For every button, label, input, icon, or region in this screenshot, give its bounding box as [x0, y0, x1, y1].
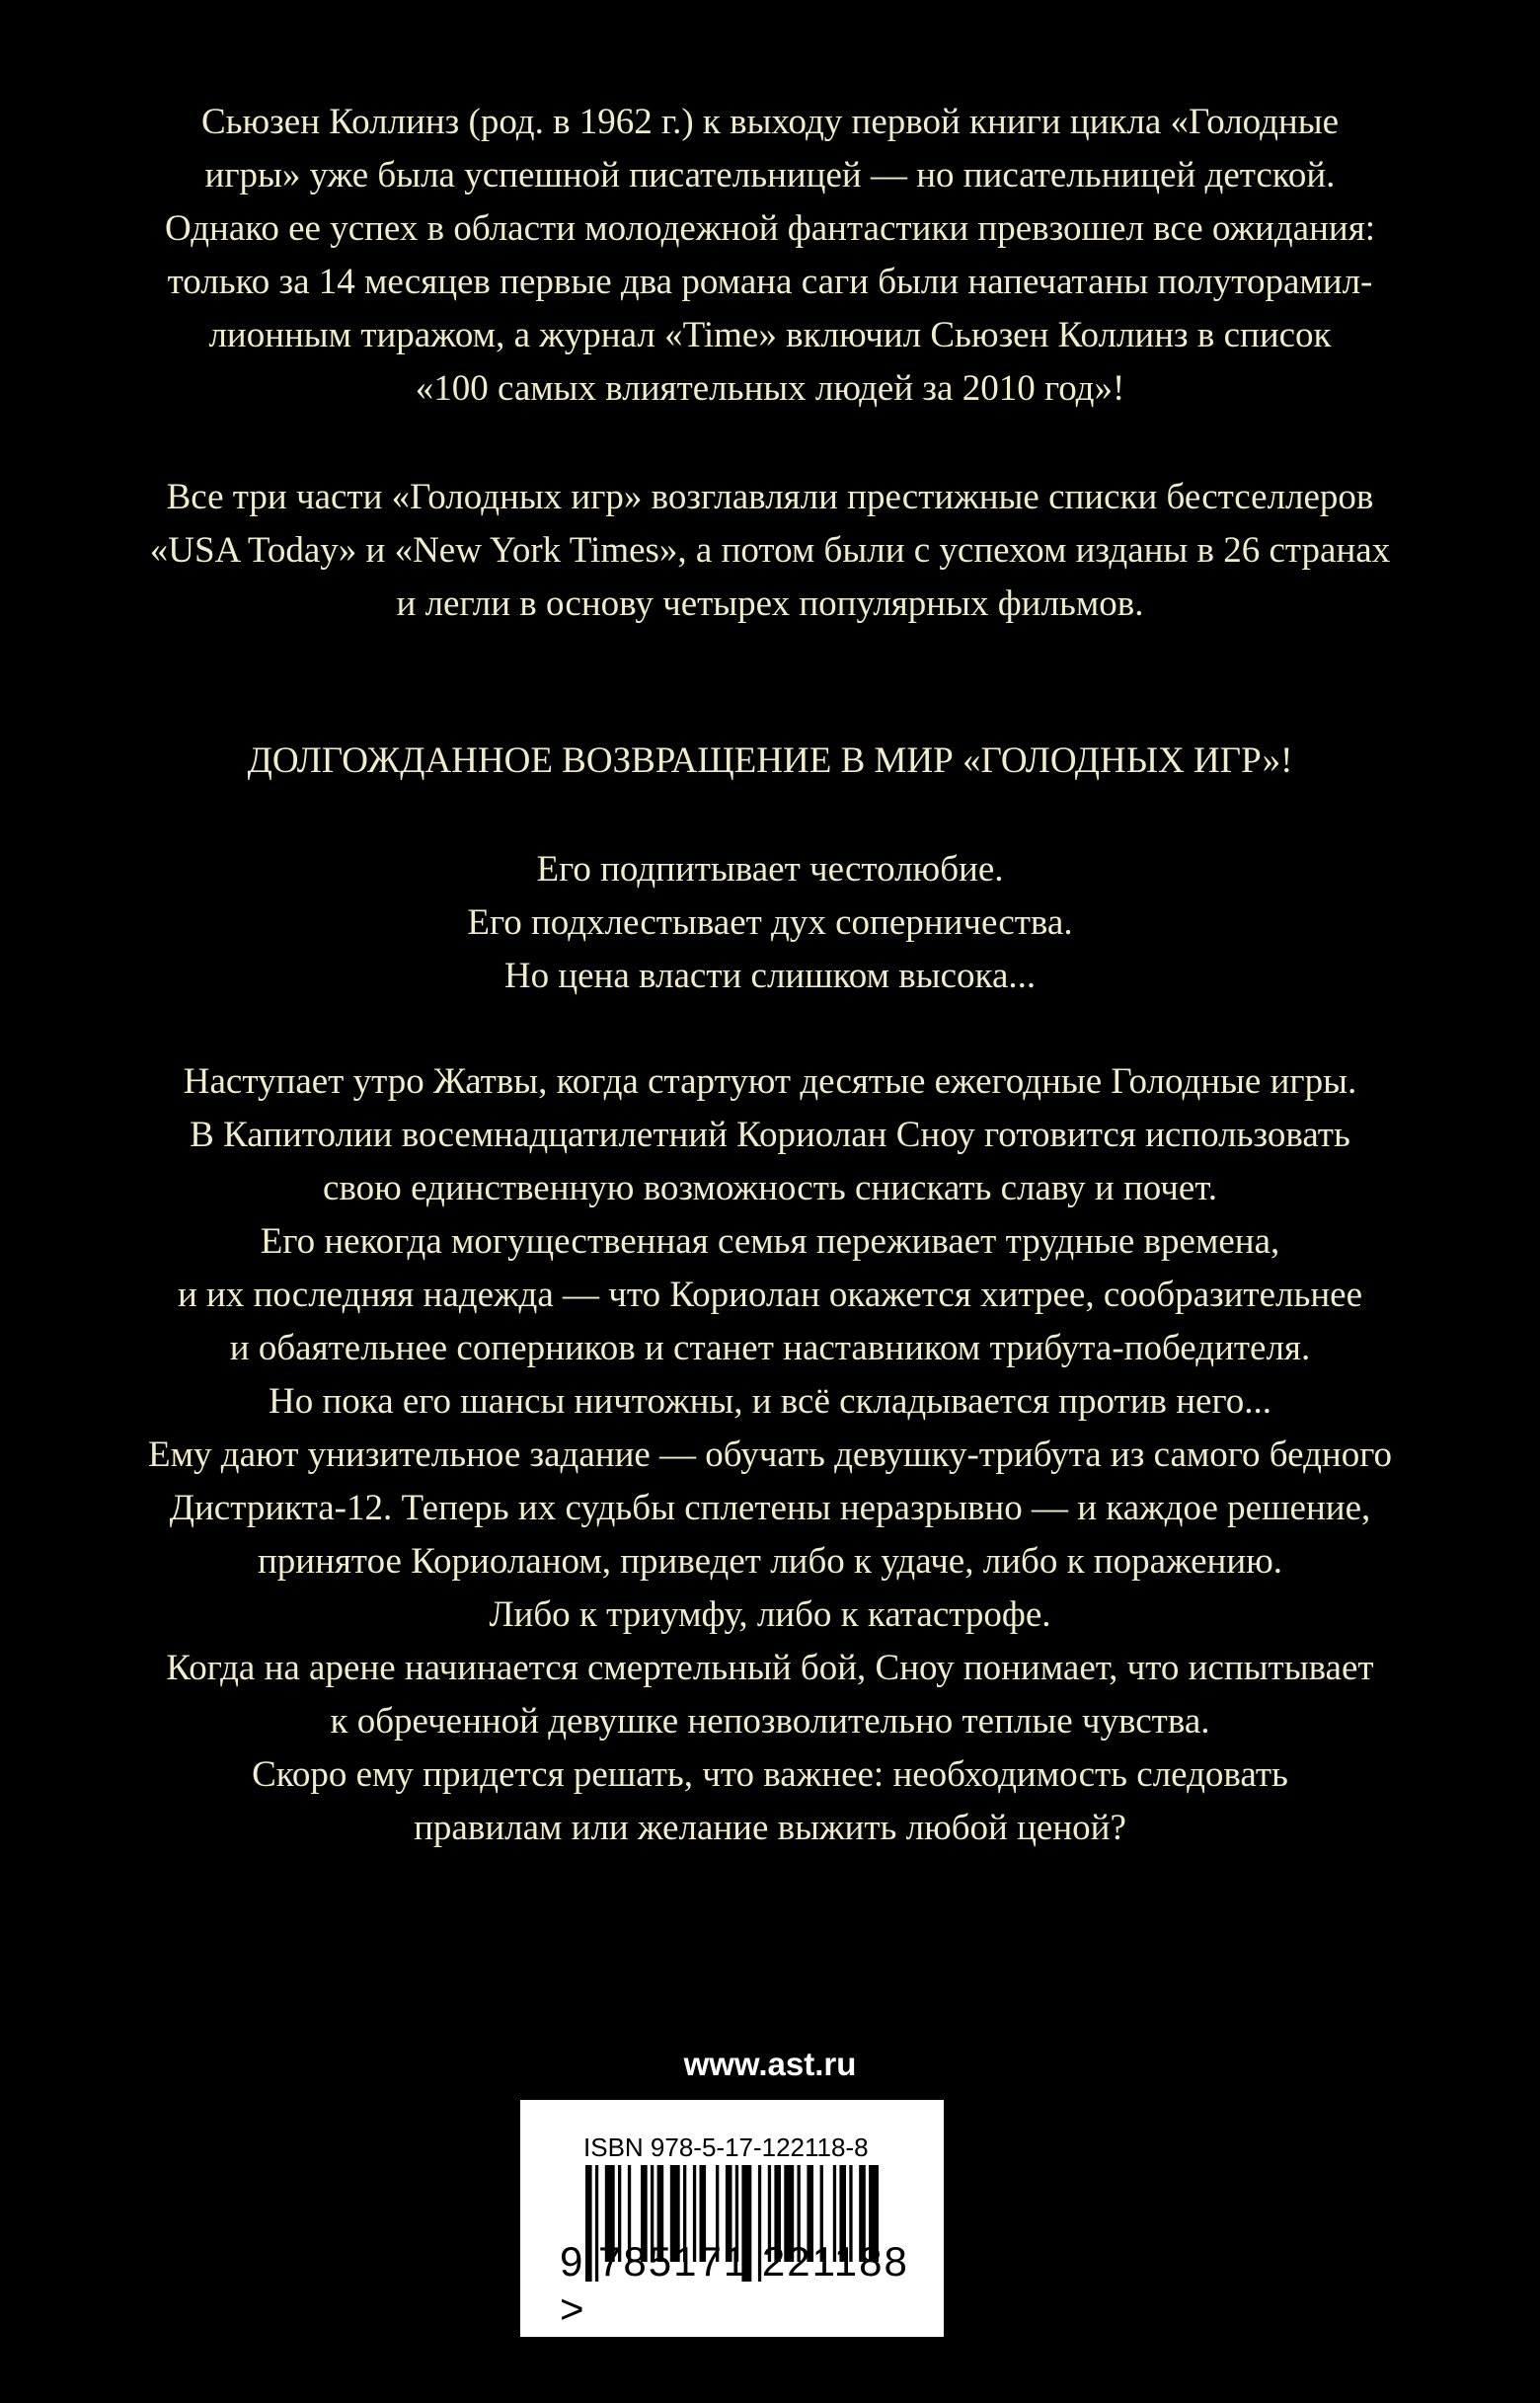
synopsis-line: Но пока его шансы ничтожны, и всё складывается против него... [269, 1381, 1271, 1422]
author-bio [0, 96, 1540, 416]
synopsis-line: Когда на арене начинается смертельный бой, Сноу понимает, что испытывает [166, 1648, 1374, 1688]
headline-text: ДОЛГОЖДАННОЕ ВОЗВРАЩЕНИЕ В МИР «ГОЛОДНЫХ ИГР»! [247, 740, 1293, 781]
intro-line: Однако ее успех в области молодежной фантастики превзошел все ожидания: [164, 208, 1376, 249]
headline [0, 735, 1540, 788]
synopsis [0, 1055, 1540, 1855]
bestsellers-paragraph [0, 471, 1540, 631]
synopsis-line: Либо к триумфу, либо к катастрофе. [489, 1594, 1051, 1635]
synopsis-line: и обаятельнее соперников и станет наставником трибута-победителя. [229, 1328, 1311, 1368]
synopsis-line: Скоро ему придется решать, что важнее: необходимость следовать [252, 1754, 1288, 1795]
isbn-label: ISBN 978-5-17-122118-8 [583, 2132, 869, 2162]
bestsellers-line: и легли в основу четырех популярных фильмов. [396, 583, 1144, 624]
tagline-line: Его подхлестывает дух соперничества. [467, 902, 1073, 943]
isbn-barcode [520, 2100, 944, 2337]
intro-line: «100 самых влиятельных людей за 2010 год»! [415, 368, 1125, 409]
synopsis-line: принятое Кориоланом, приведет либо к удаче, либо к поражению. [257, 1541, 1283, 1582]
synopsis-line: к обреченной девушке непозволительно теплые чувства. [330, 1701, 1210, 1742]
tagline-line: Его подпитывает честолюбие. [536, 849, 1004, 890]
synopsis-line: Наступает утро Жатвы, когда стартуют десятые ежегодные Голодные игры. [183, 1061, 1357, 1102]
intro-line: Сьюзен Коллинз (род. в 1962 г.) к выходу первой книги цикла «Голодные [200, 102, 1340, 142]
intro-line: только за 14 месяцев первые два романа саги были напечатаны полуторамил- [167, 262, 1373, 302]
bestsellers-line: Все три части «Голодных игр» возглавляли престижные списки бестселлеров [166, 477, 1374, 517]
tagline-line: Но цена власти слишком высока... [503, 956, 1037, 996]
publisher-website[interactable]: www.ast.ru [683, 2046, 857, 2082]
synopsis-line: Дистрикта-12. Теперь их судьбы сплетены неразрывно — и каждое решение, [169, 1488, 1371, 1528]
bestsellers-line: «USA Today» и «New York Times», а потом были с успехом изданы в 26 странах [149, 530, 1391, 571]
synopsis-line: правилам или желание выжить любой ценой? [414, 1808, 1126, 1848]
synopsis-line: Ему дают унизительное задание — обучать девушку-трибута из самого бедного [148, 1434, 1392, 1475]
barcode-digits: 9 785171 221188 > [560, 2238, 909, 2332]
intro-line: лионным тиражом, а журнал «Time» включил Сьюзен Коллинз в список [208, 315, 1332, 355]
tagline [0, 843, 1540, 1003]
synopsis-line: Его некогда могущественная семья переживает трудные времена, [260, 1221, 1280, 1262]
synopsis-line: свою единственную возможность снискать славу и почет. [323, 1168, 1217, 1208]
synopsis-line: В Капитолии восемнадцатилетний Кориолан Сноу готовится использовать [190, 1115, 1350, 1155]
intro-line: игры» уже была успешной писательницей — но писательницей детской. [204, 155, 1336, 195]
synopsis-line: и их последняя надежда — что Кориолан окажется хитрее, сообразительнее [177, 1275, 1363, 1315]
